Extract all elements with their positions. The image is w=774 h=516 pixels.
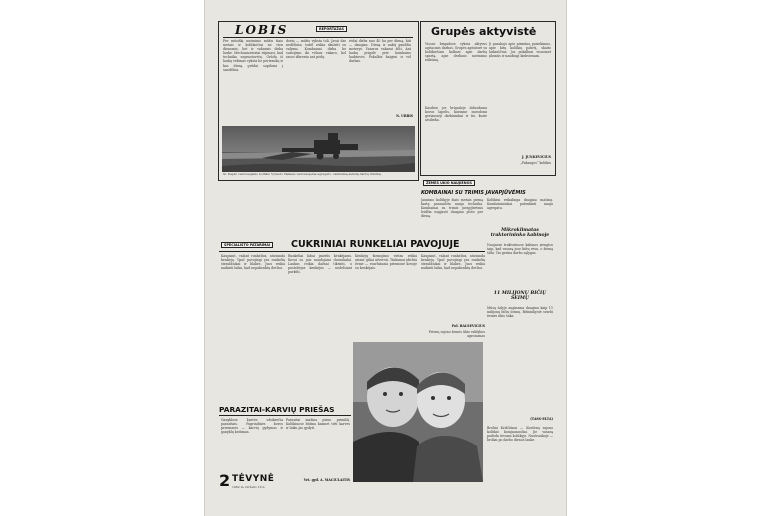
combine-harvester-photo xyxy=(222,126,415,172)
grupes-body-col1b: Kasdien jos brigadoje išduodama kovos lapelis, kuriame nurodomi geriausieji darbininkai ir tie, kurie atsilieka. xyxy=(425,106,487,123)
lobis-body-col2: dorių — mūšis vyksta toli. Javai dar nedžiūsta, todėl reikia skubėti su valymu. Kombainai dirba be sustojimo iki vėlaus vakaro, kol rasos iškrenta ant pėdų. xyxy=(286,39,346,60)
page-number: 2 xyxy=(219,471,231,490)
cukriniai-signature: Pol. BALSEVIČIUS xyxy=(451,324,485,328)
parazitai-body-col2: Parazitai mažina pieno primilžį. Kolūkiuose būtina kasmet tirti karves ir laiku jas gydyti. xyxy=(286,418,350,431)
lobis-body-col1: Per mūsiškį nuėmimo mūšis šiais metais ir kolūkiečiai ne vien dienomis, bet ir vakarais dirba lauke. Mechanizatoriai rūpinasi, kad technika neprastovėtų. Grūdų iš laukų vežimas vyksta be pertraukų ir kas dieną grūdai supilami į sandėlius. xyxy=(223,39,283,72)
parazitai-body-col1: Ganyklose karvės užsikrečia parazitais. Pagrindinės kovos priemonės — karvių gydymas ir ganyklų keitimas. xyxy=(221,418,283,435)
cukriniai-body-col3: Kenkėjų žiemojimo vietas reikia ariant giliai užversti. Tinkamai įdirbta žemė — svarbiausia priemonė kovoje su kenkėjais. xyxy=(355,254,417,271)
cukriniai-title: CUKRINIAI RUNKELIAI PAVOJUJE xyxy=(291,239,460,250)
cukriniai-signature-sub: Prienų rajono žemės ūkio valdybos agronomas xyxy=(428,330,485,339)
cukriniai-rule xyxy=(219,251,485,252)
grupes-signature-sub: „Pažangos“ kolūkis xyxy=(520,161,551,165)
paper-name: TĖVYNĖ xyxy=(232,474,275,484)
grupes-title: Grupės aktyvistė xyxy=(431,25,537,38)
lobis-article xyxy=(218,21,419,181)
grupes-body-col1: Visose brigadose vyksta aktyvus agitacinis darbas. Grupės agitatorė su kolūkiečiais kalbasi apie darbų spartą, apie derliaus nuėmimo reikšmę. xyxy=(425,42,487,63)
lobis-rule xyxy=(223,37,413,38)
grupes-body-col2: Ji pasakojo apie pirmūnų pasiekimus, apie kitų kolūkių patirtį, skaito laikraščius. Jos pokalbiai visuomet įdomūs ir naudingi kiekvienam. xyxy=(489,42,551,59)
biciu-heading: 11 MILIJONŲ BIČIŲ ŠEIMŲ xyxy=(493,291,547,301)
specialisto-tag: SPECIALISTO PATARIMAI xyxy=(221,242,273,248)
traktorininko-body: Naujuose traktoriuose kabinos įrengtos taip, kad vasarą jose būtų vėsu, o žiemą šilta. Tai gerina darbo sąlygas. xyxy=(487,243,553,256)
footer-date: 1962 m. birželio 16 d. xyxy=(232,485,266,489)
lobis-title: LOBIS xyxy=(235,23,289,37)
lobis-photo-caption: Ši. Kapšo vadovaujamo kolūkio Vytauto Valkaus vadovaujama agregato, vadinamą aukštą darbų ritmiką. xyxy=(223,173,382,176)
lobis-signature: N. URBIS xyxy=(396,114,413,118)
zemes-body-col1: Jaunimo kolūkyje šiais metais pirmą kartą panaudota nauja technika. Kombainai su trimis javapjūvėmis leidžia nupjauti daugiau ploto per dieną. xyxy=(421,198,483,219)
lobis-tag: REPORTAŽAS xyxy=(316,26,347,32)
parazitai-title: PARAZITAI-KARVIŲ PRIEŠAS xyxy=(219,405,335,414)
parazitai-rule xyxy=(219,415,351,416)
parazitai-signature: Vet. gyd. A. MACIULAITIS xyxy=(303,478,350,482)
boys-portrait-photo xyxy=(353,342,483,482)
boys-photo-caption: Broliai Kriščiūnai — Kuršėnų rajono kolūkio komjaunuoliai. Jie vasarą padeda tėvams kolūkyje. Nuotraukoje — broliai po darbo dienos lauke. xyxy=(487,426,553,443)
biciu-body: Mūsų šalyje auginama daugiau kaip 11 milijonų bičių šeimų. Bitininkystė svarbi žemės ūkio šaka. xyxy=(487,306,553,319)
newspaper-page xyxy=(205,0,566,516)
cukriniai-body-col1: Kaupiant, valant runkelius, atsiranda kenkėjų. Ypač pavojingi yra runkelių straubliukai ir blakės. Juos reikia naikinti laiku, kad nepakenktų derliui. xyxy=(221,254,285,271)
grupes-signature: J. JUNKEVIČIUS xyxy=(522,155,551,159)
zemes-title: KOMBAINAI SU TRIMIS JAVAPJŪVĖMIS xyxy=(421,190,526,196)
cukriniai-body-col2: Runkeliai labai jautrūs kenkėjams. Kovai su jais naudojami chemikalai. Laukus reikia dažnai tikrinti, o pastebėjus kenkėjus — nedelsiant purkšti. xyxy=(288,254,352,275)
zemes-tag: ŽEMĖS ŪKIO NAUJIENOS xyxy=(423,180,475,186)
cukriniai-body-col4: Kaupiant, valant runkelius, atsiranda kenkėjų. Ypač pavojingi yra runkelių straubliukai ir blakės. Juos reikia naikinti laiku, kad nepakenktų derliui. xyxy=(421,254,485,271)
grupes-article xyxy=(420,21,556,176)
zemes-body-col2: Kolūkiui reikalinga daugiau mašinų. Kombainininkai patenkinti nauju agregatu. xyxy=(487,198,553,211)
traktorininko-heading: Mikroklimatas traktorininko kabinoje xyxy=(490,228,550,238)
tass-signature: (TASS-ELTA) xyxy=(530,417,553,421)
lobis-body-col3: rėdai dirba nuo 40 ha per dieną, kiti — daugiau. Dieną ir naktį gaudžia moterys. Vasaros vakarai šilti. Ant laukų prigulė prie kombaino lauktuvės. Pokalbis baigėsi ir vėl darbas. xyxy=(349,39,411,64)
